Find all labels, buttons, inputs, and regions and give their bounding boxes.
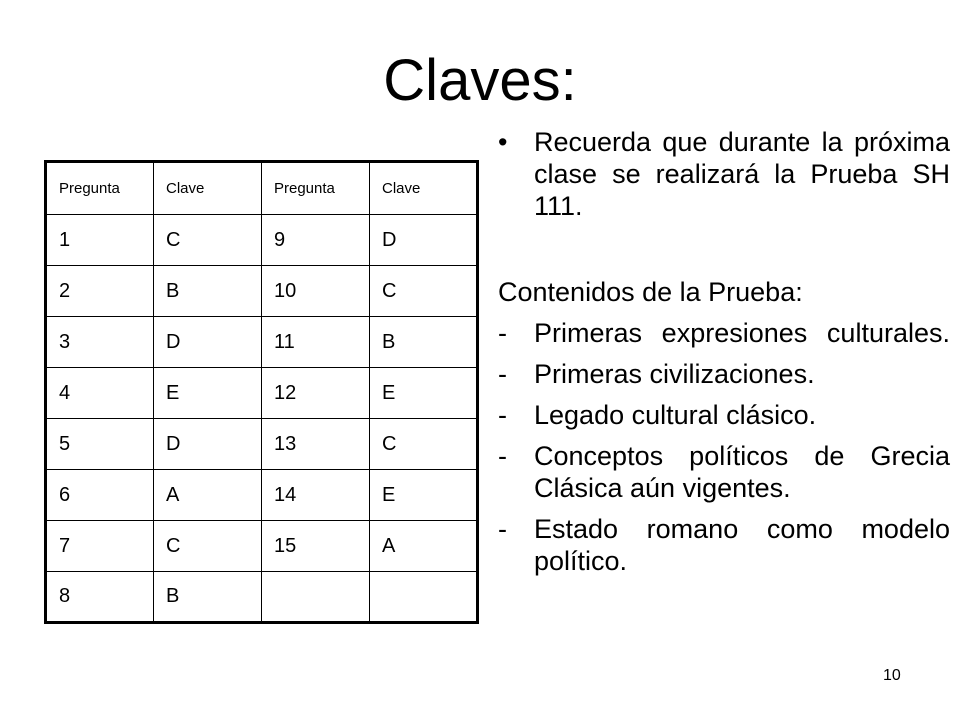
table-cell: D <box>154 419 262 470</box>
table-cell: E <box>370 470 478 521</box>
dash-marker: - <box>498 318 507 348</box>
table-row <box>46 470 478 521</box>
table-cell: 13 <box>262 419 370 470</box>
table-row <box>46 368 478 419</box>
table-cell: B <box>154 266 262 317</box>
table-cell: C <box>154 521 262 572</box>
table-row <box>46 419 478 470</box>
content-panel <box>498 126 950 577</box>
answer-key-table-body <box>46 162 478 623</box>
contents-item <box>498 440 950 504</box>
table-row <box>46 317 478 368</box>
contents-item <box>498 358 950 390</box>
reminder-bullet <box>498 126 950 222</box>
table-cell: 10 <box>262 266 370 317</box>
table-row <box>46 572 478 623</box>
contents-item <box>498 399 950 431</box>
page-number: 10 <box>883 667 901 684</box>
reminder-text: Recuerda que durante la próxima clase se realizará la Prueba SH 111. <box>534 127 950 221</box>
contents-item <box>498 317 950 349</box>
table-cell: 2 <box>46 266 154 317</box>
table-header-cell: Clave <box>154 162 262 215</box>
contents-item-text: Estado romano como modelo político. <box>534 514 950 576</box>
table-cell: E <box>370 368 478 419</box>
contents-item-text: Primeras civilizaciones. <box>534 359 815 389</box>
contents-item-text: Conceptos políticos de Grecia Clásica aún vigentes. <box>534 441 950 503</box>
contents-item <box>498 513 950 577</box>
table-cell: B <box>154 572 262 623</box>
table-cell: 9 <box>262 215 370 266</box>
contents-item-text: Legado cultural clásico. <box>534 400 817 430</box>
table-cell: 4 <box>46 368 154 419</box>
table-cell: 14 <box>262 470 370 521</box>
table-cell: A <box>154 470 262 521</box>
table-cell: C <box>370 419 478 470</box>
table-cell: 5 <box>46 419 154 470</box>
table-cell: A <box>370 521 478 572</box>
slide-title: Claves: <box>383 48 577 113</box>
table-row <box>46 215 478 266</box>
table-row <box>46 521 478 572</box>
table-header-cell: Clave <box>370 162 478 215</box>
table-cell: E <box>154 368 262 419</box>
answer-key-table <box>44 160 479 624</box>
table-header-cell: Pregunta <box>46 162 154 215</box>
table-cell: 3 <box>46 317 154 368</box>
table-cell: C <box>154 215 262 266</box>
table-cell: C <box>370 266 478 317</box>
dash-marker: - <box>498 441 507 471</box>
dash-marker: - <box>498 359 507 389</box>
table-cell: 7 <box>46 521 154 572</box>
table-cell: 1 <box>46 215 154 266</box>
contents-item-text: Primeras expresiones culturales. <box>534 318 950 348</box>
dash-marker: - <box>498 514 507 544</box>
table-cell: 11 <box>262 317 370 368</box>
table-cell: 12 <box>262 368 370 419</box>
contents-heading: Contenidos de la Prueba: <box>498 277 803 307</box>
table-cell: D <box>370 215 478 266</box>
table-header-row <box>46 162 478 215</box>
table-cell: D <box>154 317 262 368</box>
dash-marker: - <box>498 400 507 430</box>
table-cell: B <box>370 317 478 368</box>
table-header-cell: Pregunta <box>262 162 370 215</box>
table-cell <box>262 572 370 623</box>
table-cell: 8 <box>46 572 154 623</box>
bullet-marker: • <box>498 127 508 157</box>
table-cell <box>370 572 478 623</box>
table-cell: 15 <box>262 521 370 572</box>
table-row <box>46 266 478 317</box>
table-cell: 6 <box>46 470 154 521</box>
